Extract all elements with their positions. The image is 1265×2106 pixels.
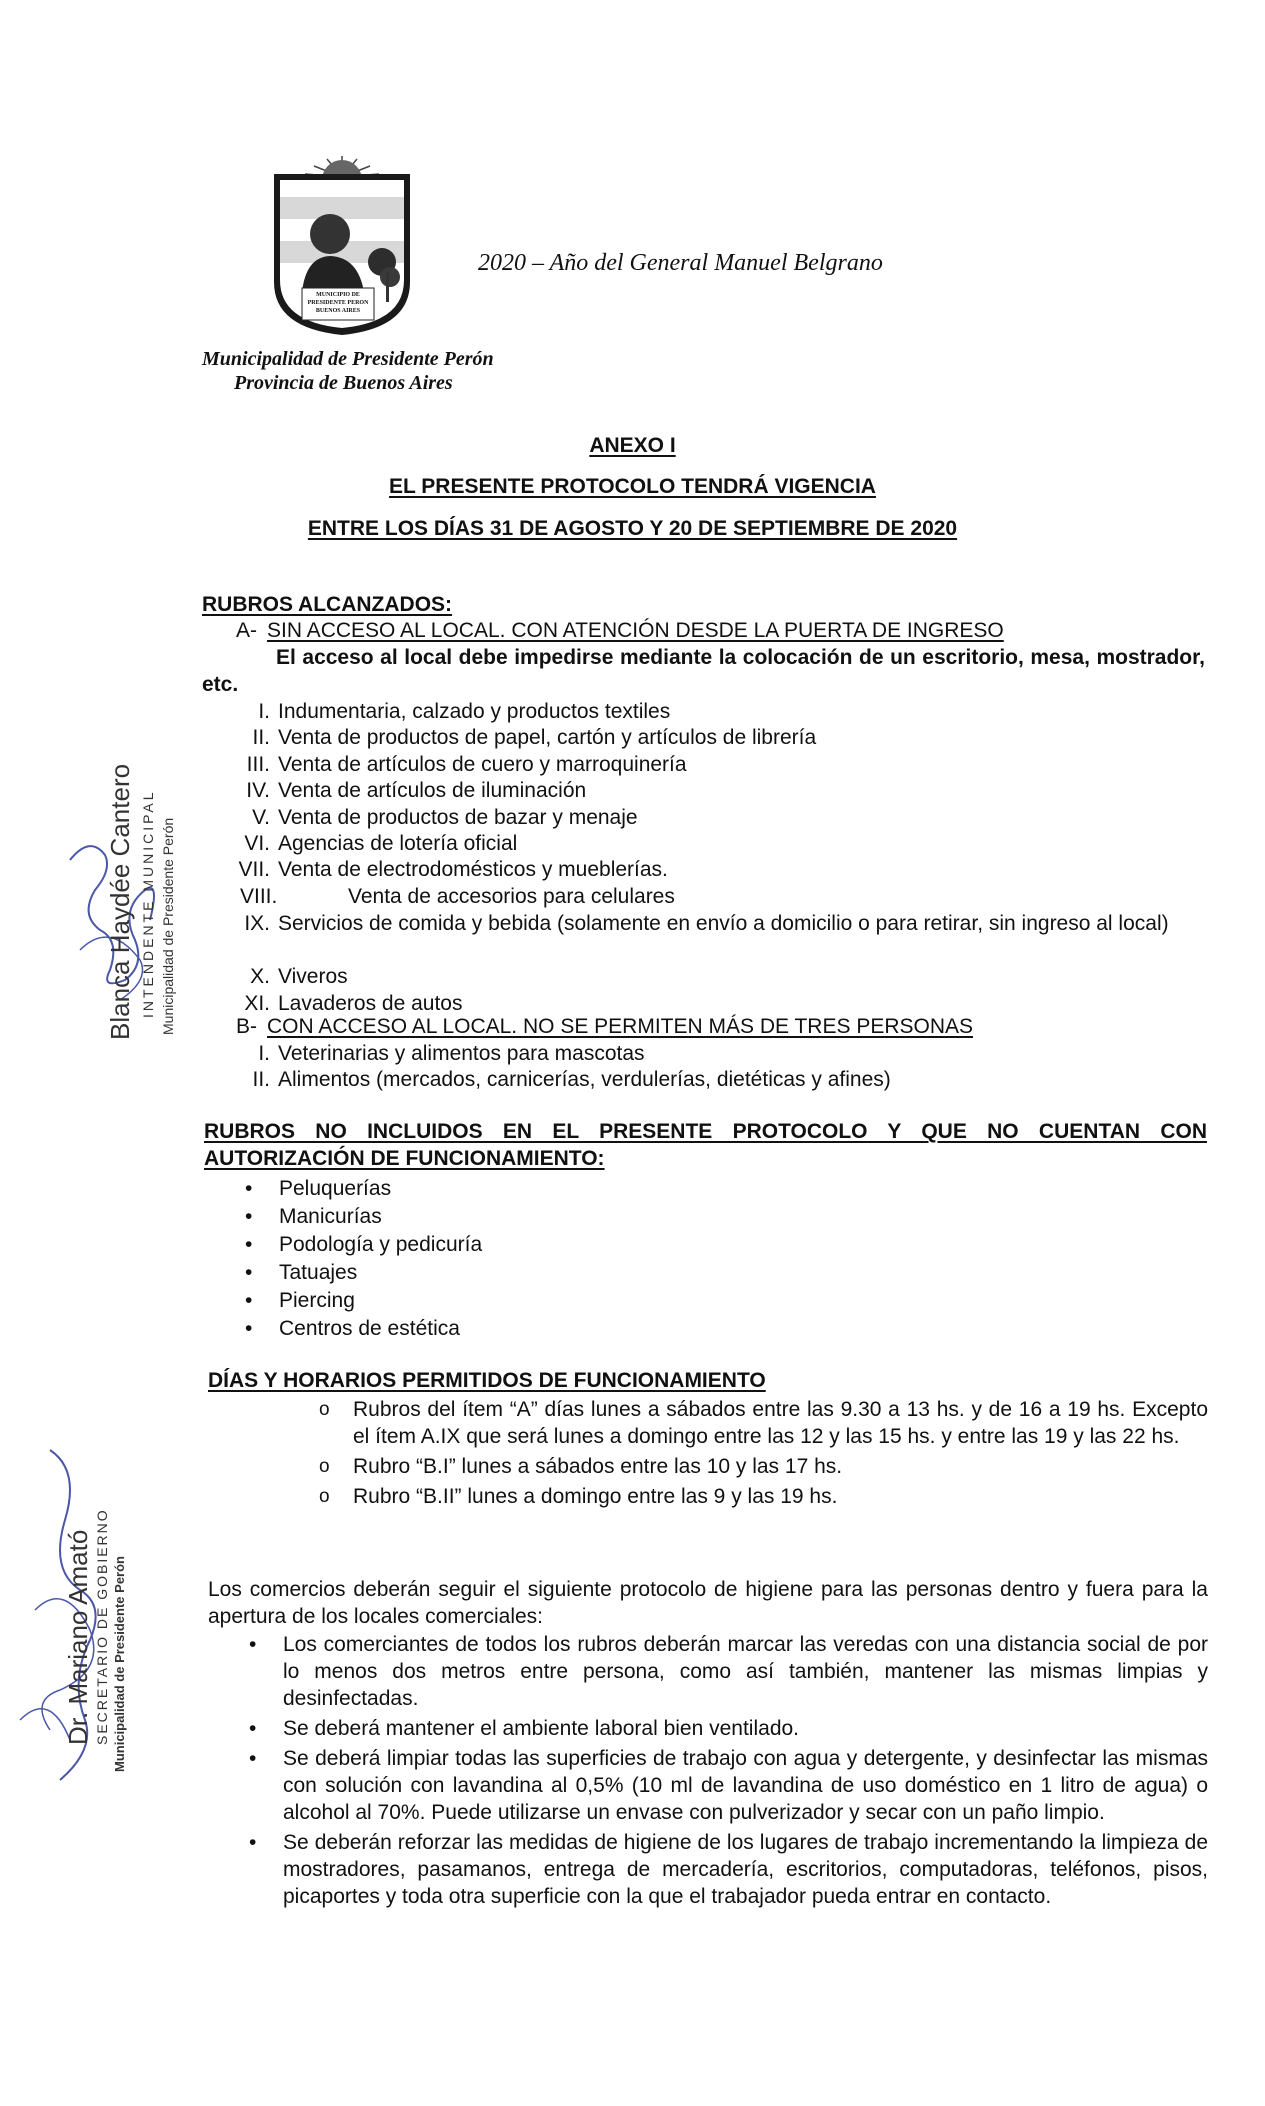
list-item-text: Podología y pedicuría <box>279 1233 483 1256</box>
list-item-text: Agencias de lotería oficial <box>278 832 518 855</box>
list-item-number: II. <box>252 726 270 749</box>
list-item-text: Indumentaria, calzado y productos textiles <box>278 700 671 723</box>
year-motto: 2020 – Año del General Manuel Belgrano <box>478 250 883 276</box>
list-item-number: II. <box>252 1068 270 1091</box>
list-item-number: VII. <box>238 858 270 881</box>
list-item <box>283 1745 1208 1826</box>
list-item <box>279 1259 357 1286</box>
seal-caption-line-1: MUNICIPIO DE PRESIDENTE PERON <box>307 292 369 306</box>
list-item-number: VI. <box>244 832 270 855</box>
schedule-item <box>353 1483 1208 1510</box>
list-item <box>222 724 1210 751</box>
list-item <box>222 856 1210 883</box>
stamp-1-org: Municipalidad de Presidente Perón <box>160 817 176 1035</box>
list-item-text: Venta de accesorios para celulares <box>348 885 675 908</box>
list-item <box>279 1315 460 1342</box>
schedule-item <box>353 1453 1208 1480</box>
stamp-2-role: SECRETARIO DE GOBIERNO <box>94 1508 110 1745</box>
section-a-note: El acceso al local debe impedirse mediante la colocación de un escritorio, mesa, mostrador, etc. <box>202 646 1205 696</box>
section-a-title <box>236 617 1004 644</box>
list-item <box>240 883 675 910</box>
seal-caption <box>304 291 372 315</box>
municipal-seal <box>272 152 412 337</box>
list-item-text: Viveros <box>278 965 348 988</box>
schedule-item <box>353 1396 1208 1450</box>
schedule-item-text: Rubros del ítem “A” días lunes a sábados entre las 9.30 a 13 hs. y de 16 a 19 hs. Excepto el ítem A.IX que será lunes a domingo entre las 12 y las 15 hs. y entre las 19 y las 22 hs. <box>353 1398 1208 1448</box>
schedule-heading: DÍAS Y HORARIOS PERMITIDOS DE FUNCIONAMIENTO <box>208 1369 766 1392</box>
list-item-text: Se deberá mantener el ambiente laboral bien ventilado. <box>283 1717 800 1740</box>
list-item-text: Manicurías <box>279 1205 382 1228</box>
list-item <box>283 1829 1208 1910</box>
list-item-text: Veterinarias y alimentos para mascotas <box>278 1042 645 1065</box>
list-item-text: Servicios de comida y bebida (solamente en envío a domicilio o para retirar, sin ingreso al local) <box>278 912 1169 935</box>
list-item-number: IV. <box>246 779 270 802</box>
schedule-list <box>353 1396 1208 1510</box>
list-item <box>279 1231 482 1258</box>
list-item-text: Alimentos (mercados, carnicerías, verdulerías, dietéticas y afines) <box>278 1068 891 1091</box>
list-item-text: Venta de productos de papel, cartón y artículos de librería <box>278 726 817 749</box>
list-item-number: VIII. <box>240 885 278 908</box>
list-item-text: Piercing <box>279 1289 355 1312</box>
list-item <box>279 1287 355 1314</box>
list-item <box>222 804 1210 831</box>
list-item-text: Venta de artículos de iluminación <box>278 779 587 802</box>
stamp-1-role: INTENDENTE MUNICIPAL <box>140 789 156 1018</box>
list-item <box>222 1066 1210 1093</box>
section-a-text: SIN ACCESO AL LOCAL. CON ATENCIÓN DESDE LA PUERTA DE INGRESO <box>267 619 1004 642</box>
municipality-name: Municipalidad de Presidente Perón <box>202 348 494 370</box>
section-b-text: CON ACCESO AL LOCAL. NO SE PERMITEN MÁS DE TRES PERSONAS <box>267 1015 974 1038</box>
excluded-heading: RUBROS NO INCLUIDOS EN EL PRESENTE PROTOCOLO Y QUE NO CUENTAN CON AUTORIZACIÓN DE FUNCIONAMIENTO: <box>204 1120 1207 1170</box>
list-item-number: III. <box>246 753 270 776</box>
validity-line-1: EL PRESENTE PROTOCOLO TENDRÁ VIGENCIA <box>389 475 876 498</box>
schedule-item-text: Rubro “B.I” lunes a sábados entre las 10 y las 17 hs. <box>353 1455 843 1478</box>
list-item <box>222 1040 1210 1067</box>
list-item <box>222 830 1210 857</box>
list-item-number: XI. <box>244 992 270 1015</box>
list-item-text: Se deberán reforzar las medidas de higiene de los lugares de trabajo incrementando la limpieza de mostradores, pasamanos, entrega de mercadería, escritorios, computadoras, teléfonos, pisos, picaportes y toda otra superficie con la que el trabajador pueda entrar en contacto. <box>283 1831 1208 1908</box>
section-a-letter: A- <box>236 619 257 642</box>
annex-title: ANEXO I <box>589 434 676 457</box>
list-item-number: I. <box>258 1042 270 1065</box>
seal-caption-line-2: BUENOS AIRES <box>315 308 361 314</box>
validity-line-2: ENTRE LOS DÍAS 31 DE AGOSTO Y 20 DE SEPTIEMBRE DE 2020 <box>307 517 958 540</box>
list-item <box>222 777 1210 804</box>
list-item-number: X. <box>250 965 270 988</box>
section-b-title <box>236 1013 973 1040</box>
list-item <box>222 963 1210 990</box>
list-item-text: Lavaderos de autos <box>278 992 463 1015</box>
list-item-text: Venta de artículos de cuero y marroquinería <box>278 753 687 776</box>
list-item-text: Los comerciantes de todos los rubros deberán marcar las veredas con una distancia social de por lo menos dos metros entre persona, como así también, mantener las mismas limpias y desinfectadas. <box>283 1633 1208 1710</box>
hygiene-intro: Los comercios deberán seguir el siguiente protocolo de higiene para las personas dentro y fuera para la apertura de los locales comerciales: <box>208 1578 1208 1628</box>
province-name: Provincia de Buenos Aires <box>234 372 453 394</box>
list-item <box>222 910 1210 937</box>
hygiene-list <box>283 1631 1208 1913</box>
section-b-letter: B- <box>236 1015 257 1038</box>
stamp-2-name: Dr. Mariano Amató <box>63 1529 93 1745</box>
rubros-heading: RUBROS ALCANZADOS: <box>202 593 453 616</box>
list-item-text: Tatuajes <box>279 1261 358 1284</box>
list-item-text: Se deberá limpiar todas las superficies de trabajo con agua y detergente, y desinfectar las mismas con solución con lavandina al 0,5% (10 ml de lavandina de uso doméstico en 1 litro de agua) o alcohol al 70%. Puede utilizarse un envase con pulverizador y secar con un paño limpio. <box>283 1747 1208 1824</box>
stamp-1-name: Blanca Haydée Cantero <box>105 763 135 1040</box>
list-item-text: Venta de electrodomésticos y mueblerías. <box>278 858 668 881</box>
list-item-text: Venta de productos de bazar y menaje <box>278 806 638 829</box>
list-item <box>279 1203 382 1230</box>
list-item <box>283 1715 1208 1742</box>
list-item-number: V. <box>252 806 270 829</box>
list-item-number: I. <box>258 700 270 723</box>
list-item-text: Centros de estética <box>279 1317 460 1340</box>
list-item-text: Peluquerías <box>279 1177 392 1200</box>
list-item <box>283 1631 1208 1712</box>
list-item <box>222 698 1210 725</box>
list-item <box>279 1175 391 1202</box>
stamp-2-org: Municipalidad de Presidente Perón <box>112 1556 127 1772</box>
list-item <box>222 751 1210 778</box>
list-item-number: IX. <box>244 912 270 935</box>
schedule-item-text: Rubro “B.II” lunes a domingo entre las 9 y las 19 hs. <box>353 1485 838 1508</box>
